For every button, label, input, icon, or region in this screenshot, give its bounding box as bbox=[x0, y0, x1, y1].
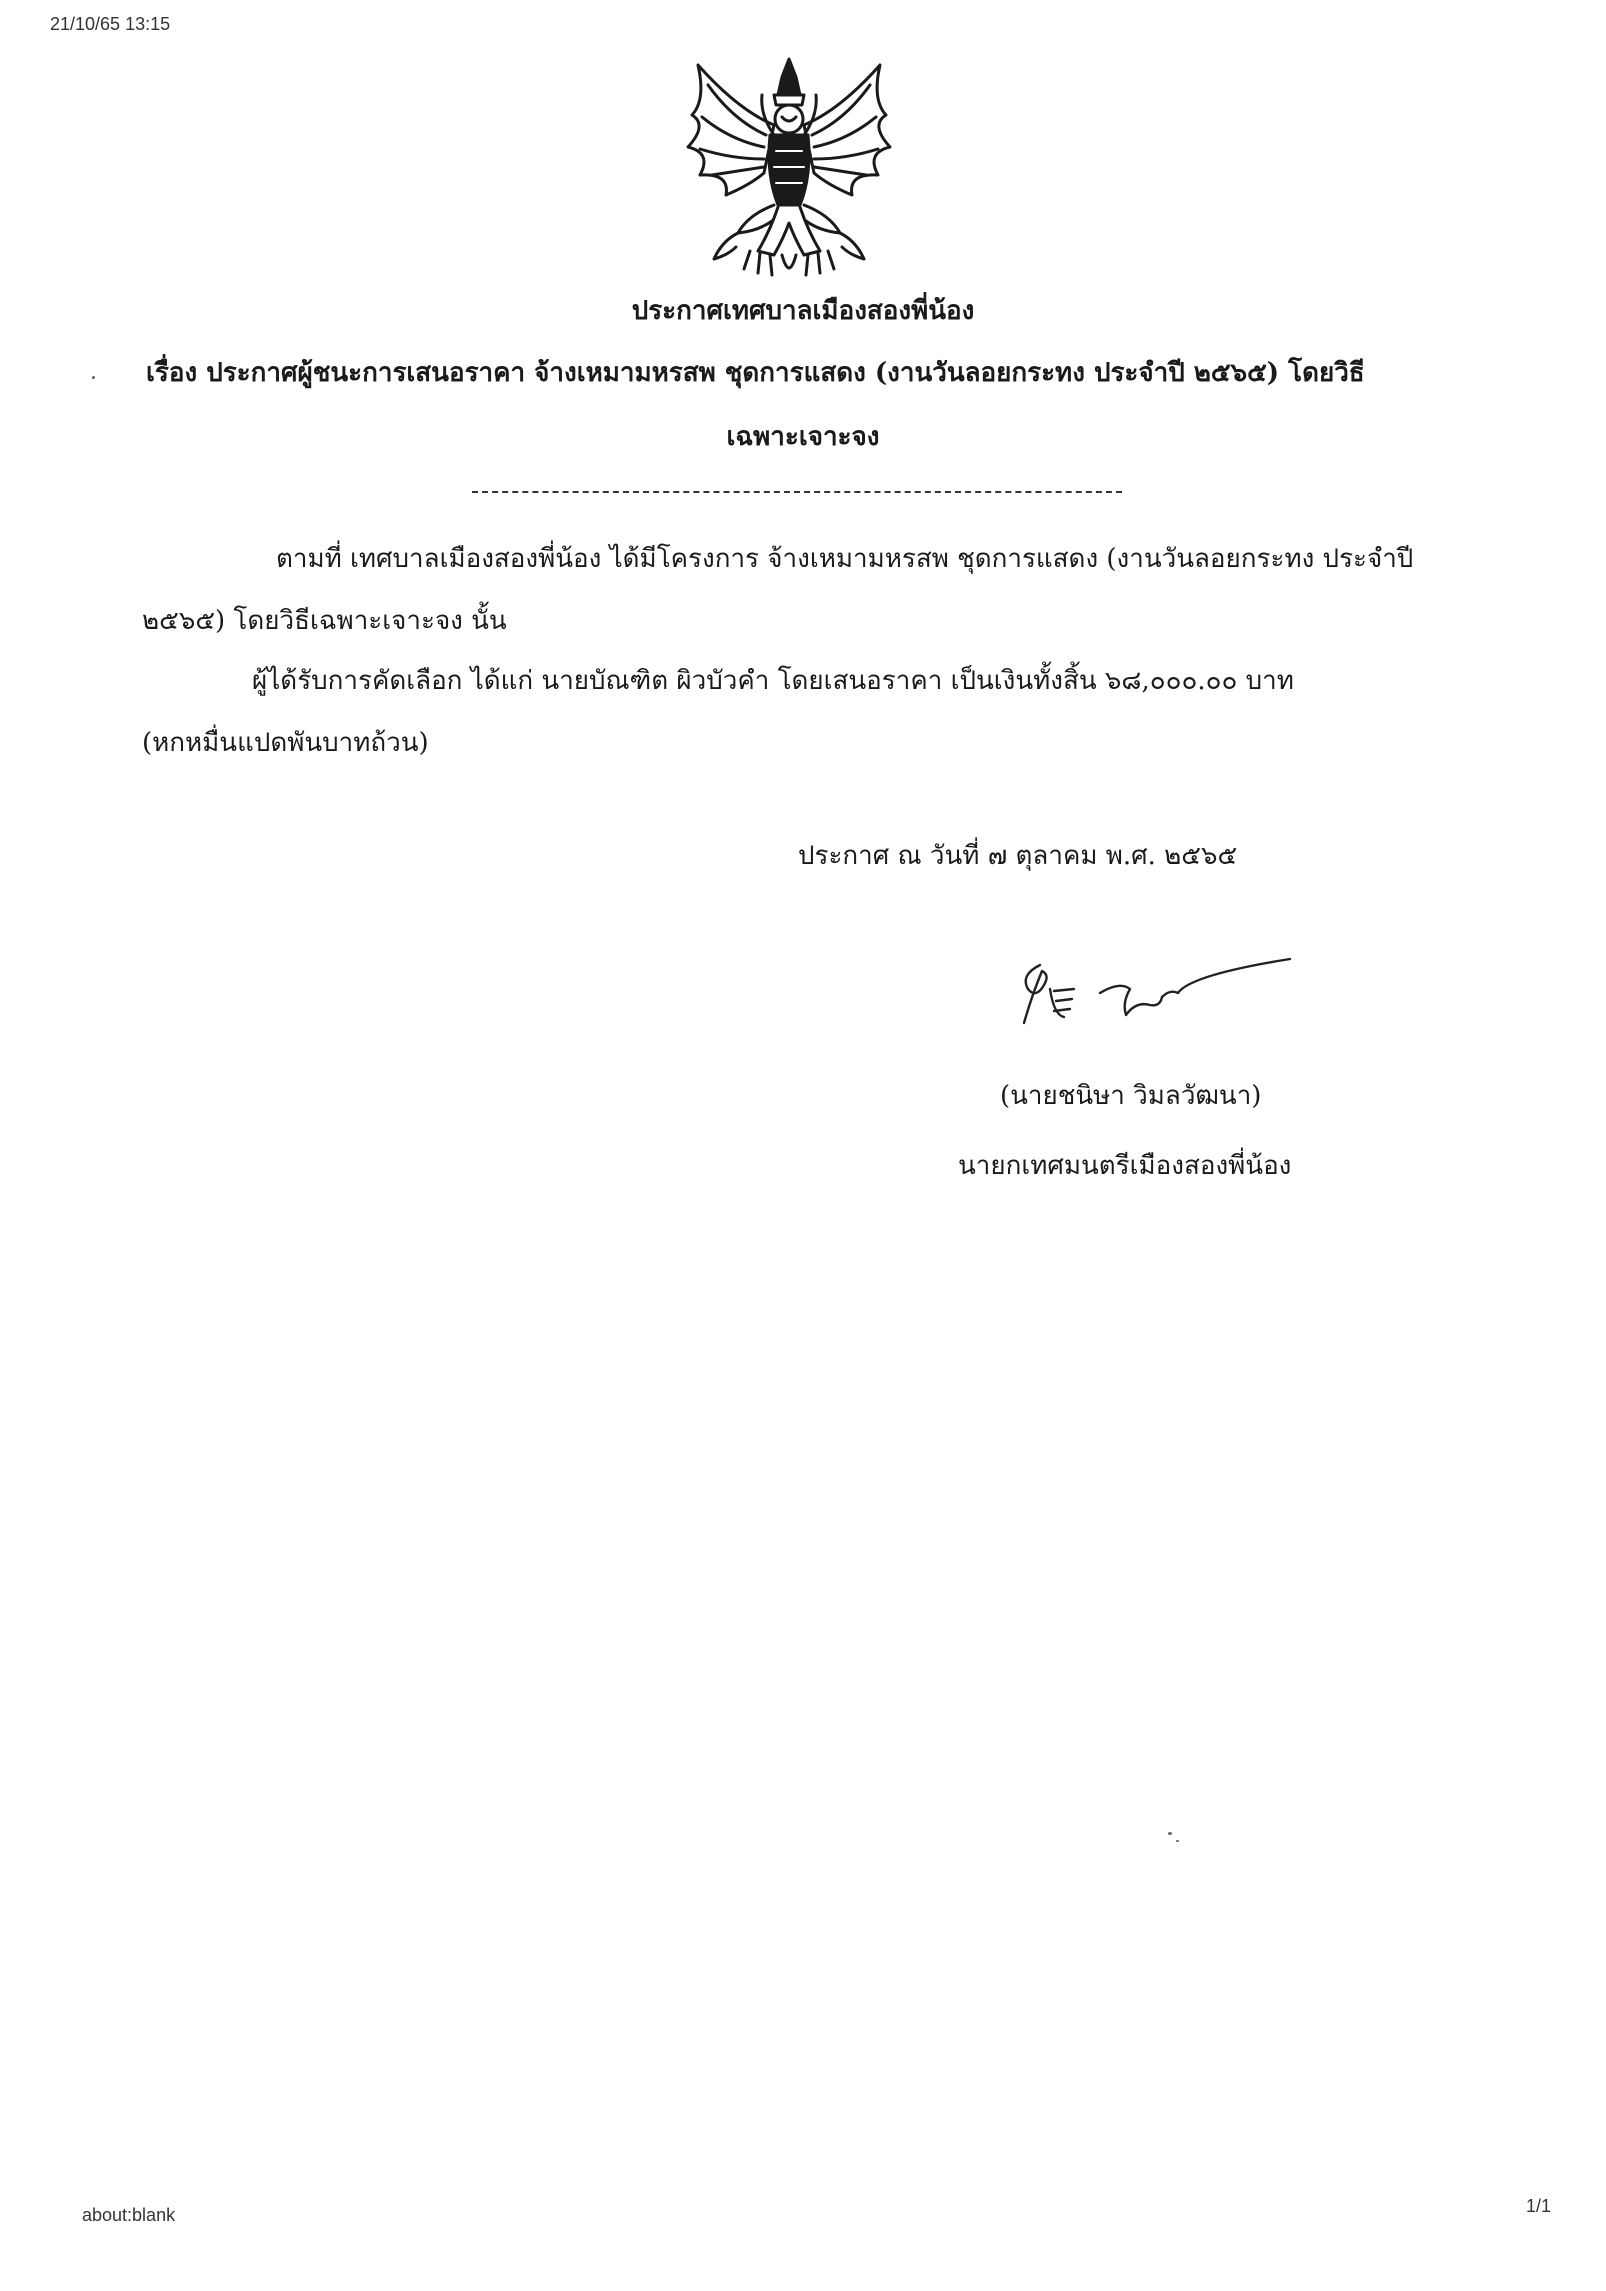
body-paragraph-1-line-2: ๒๕๖๕) โดยวิธีเฉพาะเจาะจง นั้น bbox=[142, 606, 507, 636]
document-title: ประกาศเทศบาลเมืองสองพี่น้อง bbox=[631, 296, 975, 326]
print-footer-page: 1/1 bbox=[1526, 2196, 1552, 2216]
subject-line-continued: เฉพาะเจาะจง bbox=[726, 422, 880, 452]
body-paragraph-1-line-1: ตามที่ เทศบาลเมืองสองพี่น้อง ได้มีโครงการ จ้างเหมามหรสพ ชุดการแสดง (งานวันลอยกระทง ประจำปี bbox=[276, 544, 1414, 574]
announcement-date: ประกาศ ณ วันที่ ๗ ตุลาคม พ.ศ. ๒๕๖๕ bbox=[798, 841, 1238, 871]
scan-artifact bbox=[1176, 1840, 1179, 1842]
handwritten-signature-icon bbox=[1010, 945, 1300, 1035]
signer-name: (นายชนิษา วิมลวัฒนา) bbox=[1000, 1081, 1262, 1111]
body-paragraph-2-line-2: (หกหมื่นแปดพันบาทถ้วน) bbox=[142, 728, 429, 758]
signer-position: นายกเทศมนตรีเมืองสองพี่น้อง bbox=[958, 1151, 1292, 1181]
separator-line bbox=[472, 491, 1122, 493]
garuda-emblem-icon bbox=[678, 55, 900, 285]
body-paragraph-2-line-1: ผู้ได้รับการคัดเลือก ได้แก่ นายบัณฑิต ผิวบัวคำ โดยเสนอราคา เป็นเงินทั้งสิ้น ๖๘,๐๐๐.๐๐ บาท bbox=[252, 666, 1294, 696]
scan-artifact bbox=[92, 376, 95, 379]
print-footer-url: about:blank bbox=[82, 2205, 176, 2225]
subject-line: เรื่อง ประกาศผู้ชนะการเสนอราคา จ้างเหมามหรสพ ชุดการแสดง (งานวันลอยกระทง ประจำปี ๒๕๖๕) โดยวิธี bbox=[146, 358, 1365, 388]
scan-artifact bbox=[1168, 1832, 1172, 1835]
print-header-datetime: 21/10/65 13:15 bbox=[50, 14, 171, 34]
